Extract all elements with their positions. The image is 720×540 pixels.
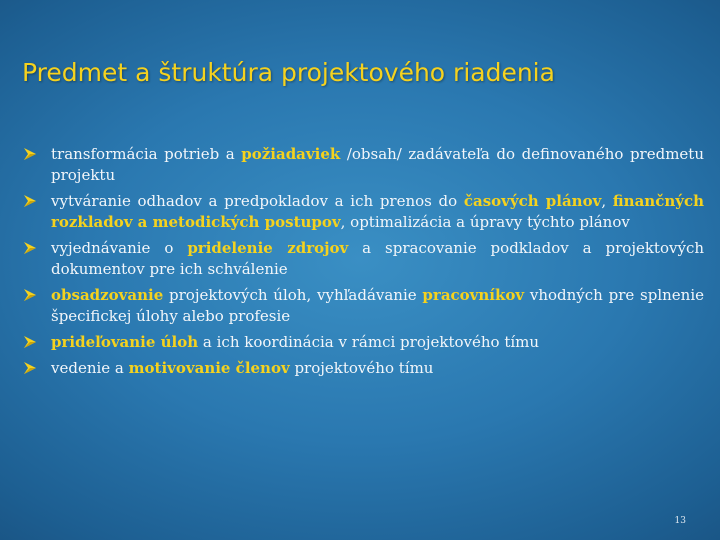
bullet-text: , [601,192,613,210]
bullet-text: vyjednávanie o [51,239,188,257]
arrow-bullet-icon [22,287,38,303]
bullet-item [22,358,704,379]
bullet-item [22,332,704,353]
highlighted-term: motivovanie členov [128,359,290,377]
highlighted-term: finančných rozkladov a metodických postupov [51,192,704,231]
bullet-text: vedenie a [51,359,129,377]
bullet-text: , optimalizácia a úpravy týchto plánov [340,213,630,231]
highlighted-term: pracovníkov [422,286,525,304]
bullet-text: a ich koordinácia v rámci projektového tímu [198,333,540,351]
bullet-text: a spracovanie podkladov a projektových dokumentov pre ich schválenie [51,239,705,278]
highlighted-term: časových plánov [463,192,602,210]
arrow-bullet-icon [22,193,38,209]
bullet-item [22,285,704,327]
highlighted-term: obsadzovanie [51,286,164,304]
bullet-item [22,238,704,280]
bullet-text: transformácia potrieb a [51,145,242,163]
highlighted-term: prideľovanie úloh [51,333,199,351]
bullet-text: projektových úloh, vyhľadávanie [163,286,423,304]
bullet-text: vhodných pre splnenie špecifickej úlohy alebo profesie [51,286,705,325]
slide-title: Predmet a štruktúra projektového riadenia [22,58,555,87]
bullet-text: projektového tímu [289,359,434,377]
highlighted-term: pridelenie zdrojov [187,239,349,257]
bullet-text: vytváranie odhadov a predpokladov a ich prenos do [51,192,464,210]
bullet-item [22,144,704,186]
arrow-bullet-icon [22,360,38,376]
bullet-item [22,191,704,233]
highlighted-term: požiadaviek [241,145,341,163]
bullet-text: /obsah/ zadávateľa do definovaného predmetu projektu [51,145,704,184]
bullet-list [22,144,704,384]
arrow-bullet-icon [22,240,38,256]
arrow-bullet-icon [22,334,38,350]
page-number: 13 [674,516,686,526]
arrow-bullet-icon [22,146,38,162]
